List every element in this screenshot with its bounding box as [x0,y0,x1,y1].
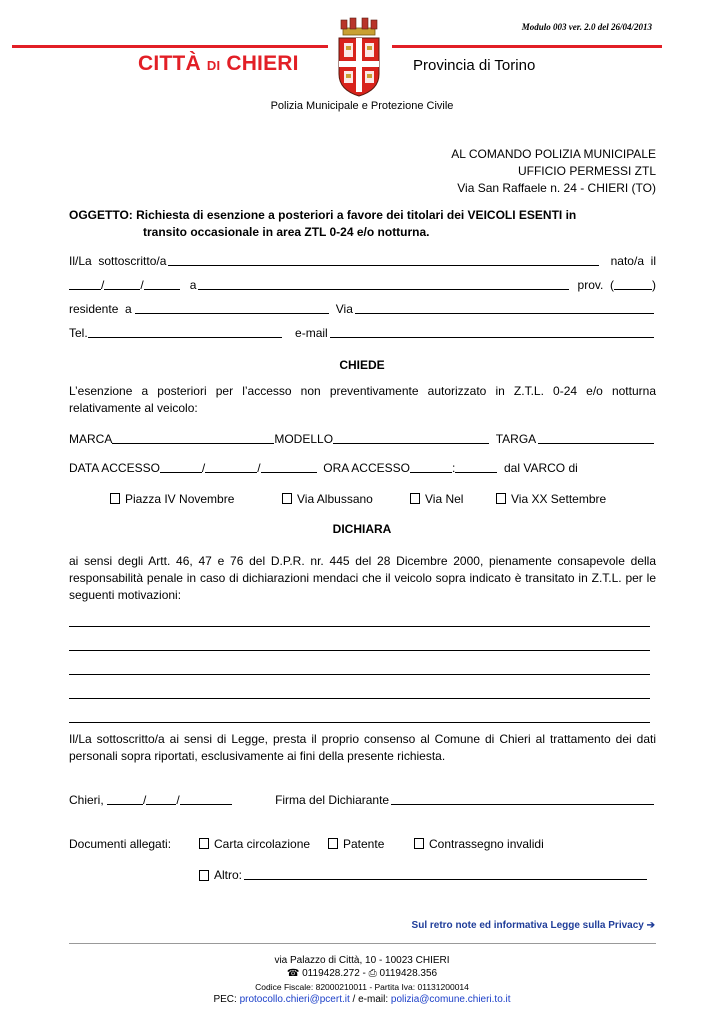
birth-day-field [69,278,101,290]
footer-divider [69,943,656,944]
access-row[interactable]: DATA ACCESSO / / ORA ACCESSO : dal VARCO di [69,461,578,475]
residence-row[interactable]: residente a Via [69,302,656,317]
province-name: Provincia di Torino [413,57,536,74]
birth-province-field [614,278,652,290]
privacy-note-link[interactable]: Sul retro note ed informativa Legge sulla Privacy ➔ [411,920,655,931]
city-title: CITTÀ DI CHIERI [138,52,299,75]
checkbox-icon [410,493,420,504]
privacy-consent: Il/La sottoscritto/a ai sensi di Legge, presta il proprio consenso al Comune di Chieri al trattamento dei dati personali sopra riportati, esclusivamente ai fini della presente richiesta. [69,732,656,763]
contact-row[interactable]: Tel. e-mail [69,326,656,341]
form-version: Modulo 003 ver. 2.0 del 26/04/2013 [521,22,652,32]
vehicle-row[interactable]: MARCA MODELLO TARGA [69,432,656,447]
model-field [333,432,489,444]
name-field [168,254,598,266]
footer-tax: Codice Fiscale: 82000210011 - Partita Iva: 01131200014 [255,982,469,992]
checkbox-icon [328,838,338,849]
pec-link[interactable]: protocollo.chieri@pcert.it [239,994,350,1005]
header-rule-right [392,45,662,48]
attachment-other-row[interactable]: Altro: [199,868,649,883]
sign-day-field [107,793,143,805]
access-minute-field [455,461,497,473]
header-rule-left [12,45,328,48]
birth-year-field [144,278,180,290]
birth-row[interactable]: / / a prov. ( ) [69,278,656,293]
signature-row[interactable]: Chieri, / / Firma del Dichiarante [69,793,656,808]
birth-place-field [198,278,568,290]
reason-line-4[interactable] [69,698,650,699]
signature-field [391,793,654,805]
access-month-field [205,461,257,473]
department-name: Polizia Municipale e Protezione Civile [270,100,454,112]
attachment-option-0[interactable]: Carta circolazione [199,837,310,851]
city-crest-icon [333,16,385,98]
request-heading: CHIEDE [339,358,385,372]
reason-line-5[interactable] [69,722,650,723]
checkbox-icon [199,838,209,849]
reason-line-3[interactable] [69,674,650,675]
attachments-label: Documenti allegati: [69,837,172,851]
sign-year-field [180,793,232,805]
declaration-heading: DICHIARA [332,522,392,536]
gate-option-0[interactable]: Piazza IV Novembre [110,492,234,506]
phone-field [88,326,282,338]
attachment-option-2[interactable]: Contrassegno invalidi [414,837,544,851]
fax-icon: ⎙ [368,968,377,979]
checkbox-icon [110,493,120,504]
birth-month-field [104,278,140,290]
email-link[interactable]: polizia@comune.chieri.to.it [390,994,511,1005]
recipient-address: AL COMANDO POLIZIA MUNICIPALE UFFICIO PERMESSI ZTL Via San Raffaele n. 24 - CHIERI (TO) [451,147,656,195]
residence-city-field [135,302,329,314]
other-attachment-field [244,868,647,880]
access-day-field [160,461,202,473]
phone-icon: ☎ [286,968,300,979]
declaration-text: ai sensi degli Artt. 46, 47 e 76 del D.P.R. nr. 445 del 28 Dicembre 2000, pienamente consapevole della responsabilità penale in caso di dichiarazioni mendaci che il veicolo sopra indicato è transitato in Z.T.L. per le seguenti motivazioni: [69,554,656,602]
gate-option-3[interactable]: Via XX Settembre [496,492,606,506]
request-text: L’esenzione a posteriori per l’accesso non preventivamente autorizzato in Z.T.L. 0-24 e/o notturna relativamente al veicolo: [69,384,656,415]
reason-line-1[interactable] [69,626,650,627]
email-field [330,326,654,338]
checkbox-icon [282,493,292,504]
checkbox-icon [199,870,209,881]
plate-field [538,432,654,444]
footer-contacts: PEC: protocollo.chieri@pcert.it / e-mail: polizia@comune.chieri.to.it [213,994,511,1005]
applicant-name-row[interactable]: Il/La sottoscritto/a nato/a il [69,254,656,268]
access-hour-field [410,461,452,473]
attachment-option-1[interactable]: Patente [328,837,384,851]
checkbox-icon [496,493,506,504]
gate-option-1[interactable]: Via Albussano [282,492,373,506]
residence-street-field [355,302,654,314]
sign-month-field [146,793,176,805]
footer-phone-fax: ☎ 0119428.272 - ⎙ 0119428.356 [286,968,438,979]
footer-address: via Palazzo di Città, 10 - 10023 CHIERI [274,955,450,966]
access-year-field [261,461,317,473]
checkbox-icon [414,838,424,849]
subject: OGGETTO: Richiesta di esenzione a posteriori a favore dei titolari dei VEICOLI ESENTI in transito occasionale in area ZTL 0-24 e/o notturna. [69,208,577,239]
gate-option-2[interactable]: Via Nel [410,492,463,506]
reason-line-2[interactable] [69,650,650,651]
brand-field [112,432,274,444]
